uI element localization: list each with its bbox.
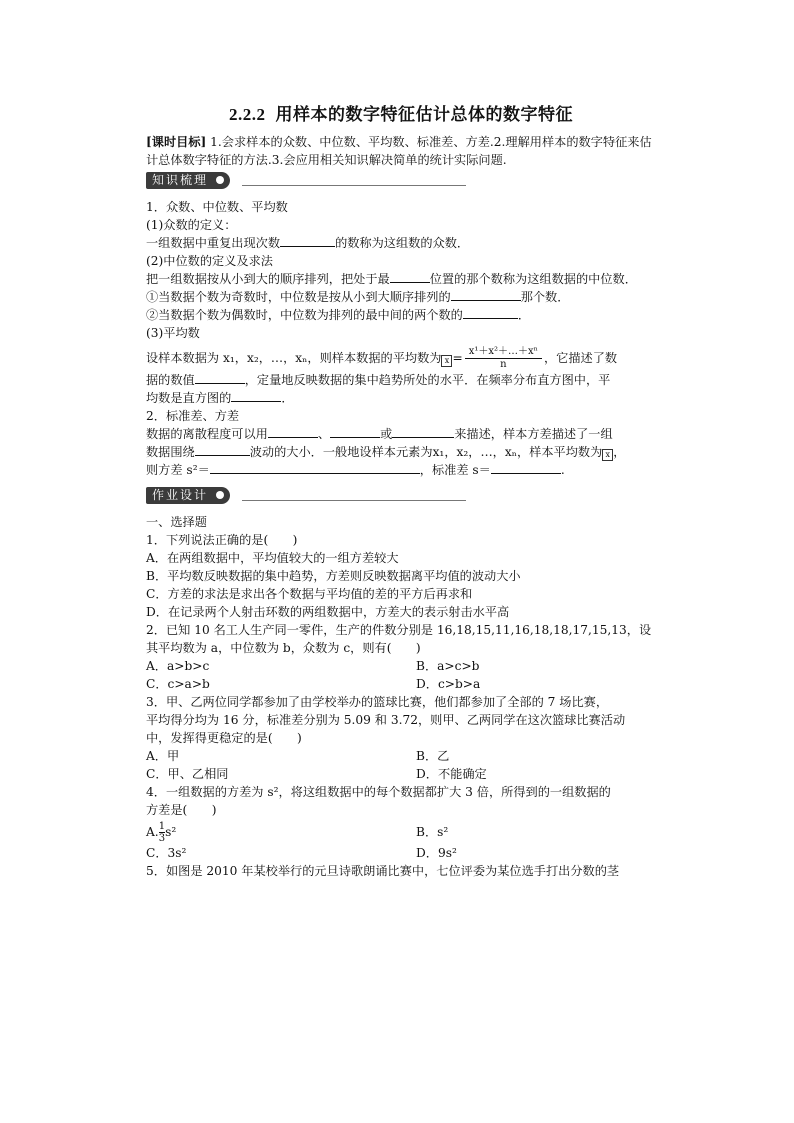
section-tag-homework: 作业设计 xyxy=(146,487,230,504)
q3-stem-2: 平均得分均为 16 分，标准差分别为 5.09 和 3.72，则甲、乙两同学在这次篮球比赛活动 xyxy=(146,713,626,727)
section-bar-knowledge xyxy=(146,172,656,190)
objective-label: [课时目标] xyxy=(146,135,207,149)
fill-blank xyxy=(231,389,281,402)
mean-def-cont: 据的数值 ，定量地反映数据的集中趋势所处的水平．在频率分布直方图中，平 xyxy=(146,373,611,387)
mode-def: 一组数据中重复出现次数 的数称为这组数的众数． xyxy=(146,236,470,250)
q2-stem-2: 其平均数为 a，中位数为 b，众数为 c，则有( ) xyxy=(146,641,421,655)
fill-blank xyxy=(463,306,518,319)
q2-option-b: B．a>c>b xyxy=(416,659,480,673)
median-def: 把一组数据按从小到大的顺序排列，把处于最 位置的那个数称为这组数据的中位数． xyxy=(146,272,637,286)
bullet-icon xyxy=(216,491,224,499)
fill-blank xyxy=(390,270,430,283)
q4-option-c: C．3s² xyxy=(146,846,187,860)
q2-option-d: D．c>b>a xyxy=(416,677,481,691)
fill-blank xyxy=(330,425,380,438)
q4-stem-1: 4．一组数据的方差为 s²，将这组数据中的每个数据都扩大 3 倍，所得到的一组数据的 xyxy=(146,785,611,799)
q1-stem: 1．下列说法正确的是( ) xyxy=(146,533,298,547)
fill-blank xyxy=(392,425,454,438)
fill-blank xyxy=(195,371,245,384)
fill-blank xyxy=(268,425,318,438)
median-odd: ①当数据个数为奇数时，中位数是按从小到大顺序排列的 那个数． xyxy=(146,290,570,304)
mode-def-title: (1)众数的定义： xyxy=(146,218,237,232)
fill-blank xyxy=(451,288,521,301)
mean-def: 设样本数据为 x₁，x₂，…，xₙ，则样本数据的平均数为 x = $\frac{\text{x¹＋x²＋…＋xⁿ}}{n}$ ，它描述了数 xyxy=(146,346,618,370)
median-even: ②当数据个数为偶数时，中位数为排列的最中间的两个数的 ． xyxy=(146,308,531,322)
x-bar-icon: x xyxy=(441,355,452,367)
q3-options-row-2 xyxy=(146,765,656,783)
divider xyxy=(242,500,466,501)
objective-text: 1.会求样本的众数、中位数、平均数、标准差、方差.2.理解用样本的数字特征来估计总体数字特征的方法.3.会应用相关知识解决简单的统计实际问题. xyxy=(146,135,652,167)
q4-option-d: D．9s² xyxy=(416,846,457,860)
q3-option-d: D．不能确定 xyxy=(416,767,487,781)
q3-option-a: A．甲 xyxy=(146,749,180,763)
q4-options-row-2 xyxy=(146,844,656,862)
fill-blank xyxy=(195,443,250,456)
q2-option-c: C．c>a>b xyxy=(146,677,210,691)
document-page xyxy=(146,100,656,880)
q2-options-row-1 xyxy=(146,657,656,675)
q3-stem-1: 3．甲、乙两位同学都参加了由学校举办的篮球比赛，他们都参加了全部的 7 场比赛， xyxy=(146,695,609,709)
fill-blank xyxy=(491,461,561,474)
var-def: 数据的离散程度可以用 、 或 来描述，样本方差描述了一组 xyxy=(146,427,613,441)
q3-option-b: B．乙 xyxy=(416,749,450,763)
q4-option-a: A. $\frac{1}{3}$ s² xyxy=(146,821,177,844)
q2-stem-1: 2．已知 10 名工人生产同一零件，生产的件数分别是 16,18,15,11,16,18,18,17,15,13，设 xyxy=(146,623,652,637)
q4-option-b: B．s² xyxy=(416,825,449,839)
section-tag-knowledge: 知识梳理 xyxy=(146,172,230,189)
x-bar-icon: x xyxy=(602,449,613,461)
heading-mode-median-mean: 1．众数、中位数、平均数 xyxy=(146,200,288,214)
mean-def-end: 均数是直方图的 ． xyxy=(146,391,294,405)
bullet-icon xyxy=(216,176,224,184)
title-text: 用样本的数字特征估计总体的数字特征 xyxy=(275,105,573,125)
fill-blank xyxy=(280,234,335,247)
part-choice: 一、选择题 xyxy=(146,515,207,529)
q1-option-a: A．在两组数据中，平均值较大的一组方差较大 xyxy=(146,551,399,565)
q2-options-row-2 xyxy=(146,675,656,693)
q3-options-row-1 xyxy=(146,747,656,765)
fill-blank xyxy=(210,461,420,474)
one-third-fraction: $\frac{1}{3}$ xyxy=(158,821,166,844)
q2-option-a: A．a>b>c xyxy=(146,659,210,673)
divider xyxy=(242,185,466,186)
q1-option-b: B．平均数反映数据的集中趋势，方差则反映数据离平均值的波动大小 xyxy=(146,569,521,583)
q3-stem-3: 中，发挥得更稳定的是( ) xyxy=(146,731,302,745)
q4-stem-2: 方差是( ) xyxy=(146,803,217,817)
q5-stem-1: 5．如图是 2010 年某校举行的元旦诗歌朗诵比赛中，七位评委为某位选手打出分数的茎 xyxy=(146,864,620,878)
page-title xyxy=(146,100,656,125)
mean-title: (3)平均数 xyxy=(146,326,200,340)
section-number: 2.2.2 xyxy=(229,105,266,124)
q3-option-c: C．甲、乙相同 xyxy=(146,767,229,781)
section-bar-homework xyxy=(146,487,656,505)
q1-option-c: C．方差的求法是求出各个数据与平均值的差的平方后再求和 xyxy=(146,587,473,601)
median-title: (2)中位数的定义及求法 xyxy=(146,254,273,268)
var-formula: 则方差 s²＝ ，标准差 s＝ . xyxy=(146,463,565,477)
q4-options-row-1 xyxy=(146,821,656,844)
var-def-cont: 数据围绕 波动的大小．一般地设样本元素为x₁，x₂，…，xₙ，样本平均数为 x ， xyxy=(146,445,626,459)
heading-std-var: 2．标准差、方差 xyxy=(146,409,240,423)
objective xyxy=(146,133,656,169)
mean-fraction: $\frac{\text{x¹＋x²＋…＋xⁿ}}{n}$ xyxy=(465,346,542,371)
q1-option-d: D．在记录两个人射击环数的两组数据中，方差大的表示射击水平高 xyxy=(146,605,510,619)
